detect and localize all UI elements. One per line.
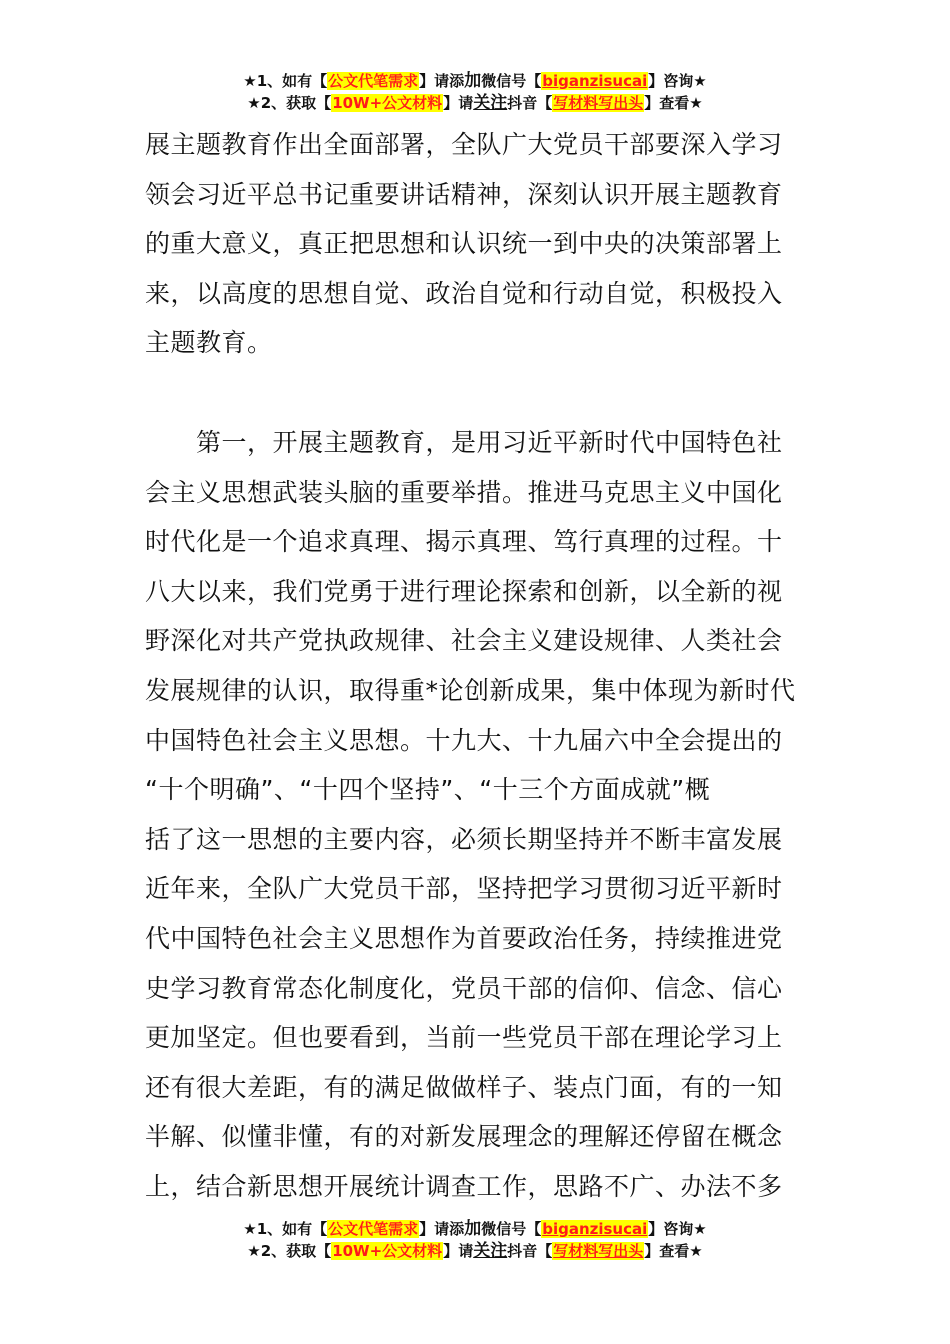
text-line: 主题教育。 <box>145 328 273 358</box>
text-line: 还有很大差距，有的满足做做样子、装点门面，有的一知 <box>145 1072 783 1102</box>
text-line: 时代化是一个追求真理、揭示真理、笃行真理的过程。十 <box>145 527 783 557</box>
banner-highlight-wechat: biganzisucai <box>542 72 648 90</box>
text-line: 八大以来，我们党勇于进行理论探索和创新，以全新的视 <box>145 576 783 606</box>
text-line: 发展规律的认识，取得重*论创新成果，集中体现为新时代 <box>145 675 796 705</box>
paragraph-2 <box>145 418 807 1212</box>
text-line: 近年来，全队广大党员干部，坚持把学习贯彻习近平新时 <box>145 874 783 904</box>
text-line: 会主义思想武装头脑的重要举措。推进马克思主义中国化 <box>145 477 783 507</box>
text-line: 的重大意义，真正把思想和认识统一到中央的决策部署上 <box>145 229 783 259</box>
header-banner <box>0 70 950 114</box>
footer-banner <box>0 1218 950 1262</box>
text-line: 来，以高度的思想自觉、政治自觉和行动自觉，积极投入 <box>145 278 783 308</box>
banner-highlight-materials: 10W+公文材料 <box>332 94 443 112</box>
text-line: 领会习近平总书记重要讲话精神，深刻认识开展主题教育 <box>145 179 783 209</box>
banner-line-2: ★2、获取【10W+公文材料】请关注抖音【写材料写出头】查看★ <box>247 1241 703 1261</box>
text-line: 代中国特色社会主义思想作为首要政治任务，持续推进党 <box>145 923 783 953</box>
banner-highlight-service: 公文代笔需求 <box>328 1220 419 1238</box>
banner-highlight-service: 公文代笔需求 <box>328 72 419 90</box>
banner-highlight-douyin: 写材料写出头 <box>553 1242 644 1260</box>
text-line: 第一，开展主题教育，是用习近平新时代中国特色社 <box>145 428 783 457</box>
banner-highlight-wechat: biganzisucai <box>542 1220 648 1238</box>
banner-line-1: ★1、如有【公文代笔需求】请添加微信号【biganzisucai】咨询★ <box>243 71 707 91</box>
text-line: 更加坚定。但也要看到，当前一些党员干部在理论学习上 <box>145 1023 783 1053</box>
banner-line-2: ★2、获取【10W+公文材料】请关注抖音【写材料写出头】查看★ <box>247 93 703 113</box>
banner-highlight-douyin: 写材料写出头 <box>553 94 644 112</box>
paragraph-1 <box>145 120 807 368</box>
text-line: 上，结合新思想开展统计调查工作，思路不广、办法不多 <box>145 1171 783 1201</box>
text-line: 半解、似懂非懂，有的对新发展理念的理解还停留在概念 <box>145 1122 783 1152</box>
text-line: 中国特色社会主义思想。十九大、十九届六中全会提出的 <box>145 725 783 755</box>
text-line: 史学习教育常态化制度化，党员干部的信仰、信念、信心 <box>145 973 783 1003</box>
text-line: 展主题教育作出全面部署，全队广大党员干部要深入学习 <box>145 130 783 159</box>
text-line: 括了这一思想的主要内容，必须长期坚持并不断丰富发展 <box>145 824 783 854</box>
banner-line-1: ★1、如有【公文代笔需求】请添加微信号【biganzisucai】咨询★ <box>243 1219 707 1239</box>
text-line: “十个明确”、“十四个坚持”、“十三个方面成就”概 <box>145 775 711 805</box>
text-line: 野深化对共产党执政规律、社会主义建设规律、人类社会 <box>145 626 783 656</box>
banner-highlight-materials: 10W+公文材料 <box>332 1242 443 1260</box>
